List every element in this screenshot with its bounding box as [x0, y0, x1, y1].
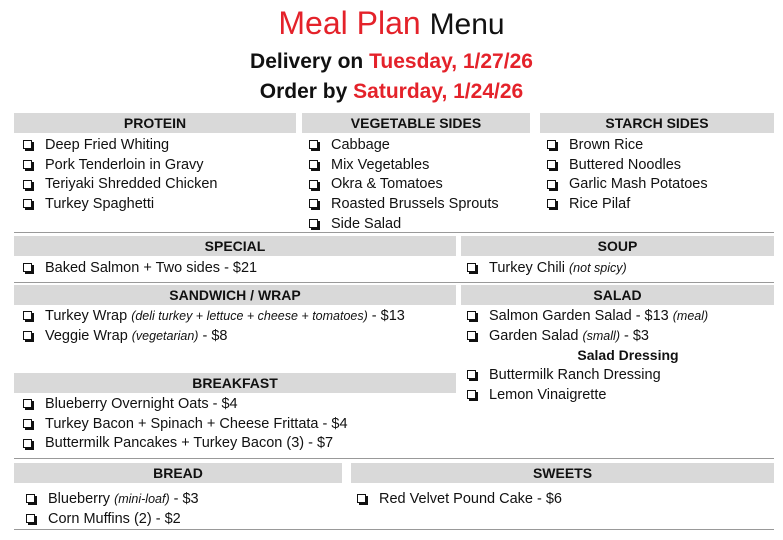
menu-title-menu: Menu: [429, 8, 505, 41]
sandwich-wrap-header: SANDWICH / WRAP: [14, 285, 456, 305]
vegetable-sides-header: VEGETABLE SIDES: [302, 113, 530, 133]
delivery-date: Tuesday, 1/27/26: [369, 50, 533, 73]
starch-sides-list: [547, 135, 708, 214]
list-item[interactable]: Okra & Tomatoes: [309, 174, 499, 194]
starch-sides-header: STARCH SIDES: [540, 113, 774, 133]
list-item[interactable]: Garden Salad (small) - $3: [467, 326, 708, 346]
vegetable-sides-list: [309, 135, 499, 233]
list-item[interactable]: Blueberry (mini-loaf) - $3: [26, 489, 199, 509]
checkbox-icon[interactable]: [23, 399, 32, 408]
salad-header: SALAD: [461, 285, 774, 305]
list-item[interactable]: Side Salad: [309, 214, 499, 234]
soup-header: SOUP: [461, 236, 774, 256]
divider: [14, 282, 774, 283]
salad-list: [467, 306, 708, 345]
checkbox-icon[interactable]: [23, 311, 32, 320]
sweets-header: SWEETS: [351, 463, 774, 483]
checkbox-icon[interactable]: [467, 311, 476, 320]
sandwich-wrap-list: [23, 306, 405, 345]
special-header: SPECIAL: [14, 236, 456, 256]
order-date: Saturday, 1/24/26: [353, 80, 524, 103]
checkbox-icon[interactable]: [467, 390, 476, 399]
salad-dressing-list: [467, 365, 661, 404]
checkbox-icon[interactable]: [309, 199, 318, 208]
checkbox-icon[interactable]: [547, 199, 556, 208]
list-item[interactable]: Brown Rice: [547, 135, 708, 155]
checkbox-icon[interactable]: [23, 331, 32, 340]
checkbox-icon[interactable]: [23, 263, 32, 272]
list-item[interactable]: Corn Muffins (2) - $2: [26, 509, 199, 529]
list-item[interactable]: Salmon Garden Salad - $13 (meal): [467, 306, 708, 326]
checkbox-icon[interactable]: [23, 160, 32, 169]
checkbox-icon[interactable]: [357, 494, 366, 503]
list-item[interactable]: Buttermilk Ranch Dressing: [467, 365, 661, 385]
checkbox-icon[interactable]: [26, 514, 35, 523]
checkbox-icon[interactable]: [23, 140, 32, 149]
protein-header: PROTEIN: [14, 113, 296, 133]
list-item[interactable]: Lemon Vinaigrette: [467, 385, 661, 405]
checkbox-icon[interactable]: [547, 160, 556, 169]
menu-title: [0, 4, 783, 44]
list-item[interactable]: Red Velvet Pound Cake - $6: [357, 489, 562, 509]
breakfast-list: [23, 394, 348, 453]
list-item[interactable]: Roasted Brussels Sprouts: [309, 194, 499, 214]
list-item[interactable]: Deep Fried Whiting: [23, 135, 217, 155]
checkbox-icon[interactable]: [467, 331, 476, 340]
special-list: [23, 258, 257, 278]
checkbox-icon[interactable]: [309, 160, 318, 169]
checkbox-icon[interactable]: [309, 219, 318, 228]
list-item[interactable]: Rice Pilaf: [547, 194, 708, 214]
order-line: [0, 79, 783, 105]
checkbox-icon[interactable]: [26, 494, 35, 503]
checkbox-icon[interactable]: [467, 370, 476, 379]
salad-dressing-header: Salad Dressing: [577, 347, 679, 363]
menu-title-meal-plan: Meal Plan: [278, 5, 421, 41]
list-item[interactable]: Turkey Wrap (deli turkey + lettuce + cheese + tomatoes) - $13: [23, 306, 405, 326]
bread-header: BREAD: [14, 463, 342, 483]
list-item[interactable]: Turkey Bacon + Spinach + Cheese Frittata - $4: [23, 414, 348, 434]
list-item[interactable]: Garlic Mash Potatoes: [547, 174, 708, 194]
list-item[interactable]: Blueberry Overnight Oats - $4: [23, 394, 348, 414]
checkbox-icon[interactable]: [23, 439, 32, 448]
order-label: Order by: [259, 80, 348, 103]
soup-list: [467, 258, 627, 278]
list-item[interactable]: Veggie Wrap (vegetarian) - $8: [23, 326, 405, 346]
checkbox-icon[interactable]: [547, 180, 556, 189]
list-item[interactable]: Turkey Spaghetti: [23, 194, 217, 214]
list-item[interactable]: Cabbage: [309, 135, 499, 155]
checkbox-icon[interactable]: [467, 263, 476, 272]
checkbox-icon[interactable]: [23, 180, 32, 189]
list-item[interactable]: Teriyaki Shredded Chicken: [23, 174, 217, 194]
checkbox-icon[interactable]: [309, 140, 318, 149]
list-item[interactable]: Buttered Noodles: [547, 155, 708, 175]
checkbox-icon[interactable]: [23, 199, 32, 208]
bread-list: [26, 489, 199, 528]
list-item[interactable]: Baked Salmon + Two sides - $21: [23, 258, 257, 278]
list-item[interactable]: Turkey Chili (not spicy): [467, 258, 627, 278]
list-item[interactable]: Mix Vegetables: [309, 155, 499, 175]
checkbox-icon[interactable]: [309, 180, 318, 189]
list-item[interactable]: Buttermilk Pancakes + Turkey Bacon (3) - $7: [23, 433, 348, 453]
delivery-line: [0, 49, 783, 75]
sweets-list: [357, 489, 562, 509]
list-item[interactable]: Pork Tenderloin in Gravy: [23, 155, 217, 175]
protein-list: [23, 135, 217, 214]
divider: [14, 458, 774, 459]
divider: [14, 529, 774, 530]
checkbox-icon[interactable]: [547, 140, 556, 149]
checkbox-icon[interactable]: [23, 419, 32, 428]
delivery-label: Delivery on: [250, 50, 364, 73]
breakfast-header: BREAKFAST: [14, 373, 456, 393]
